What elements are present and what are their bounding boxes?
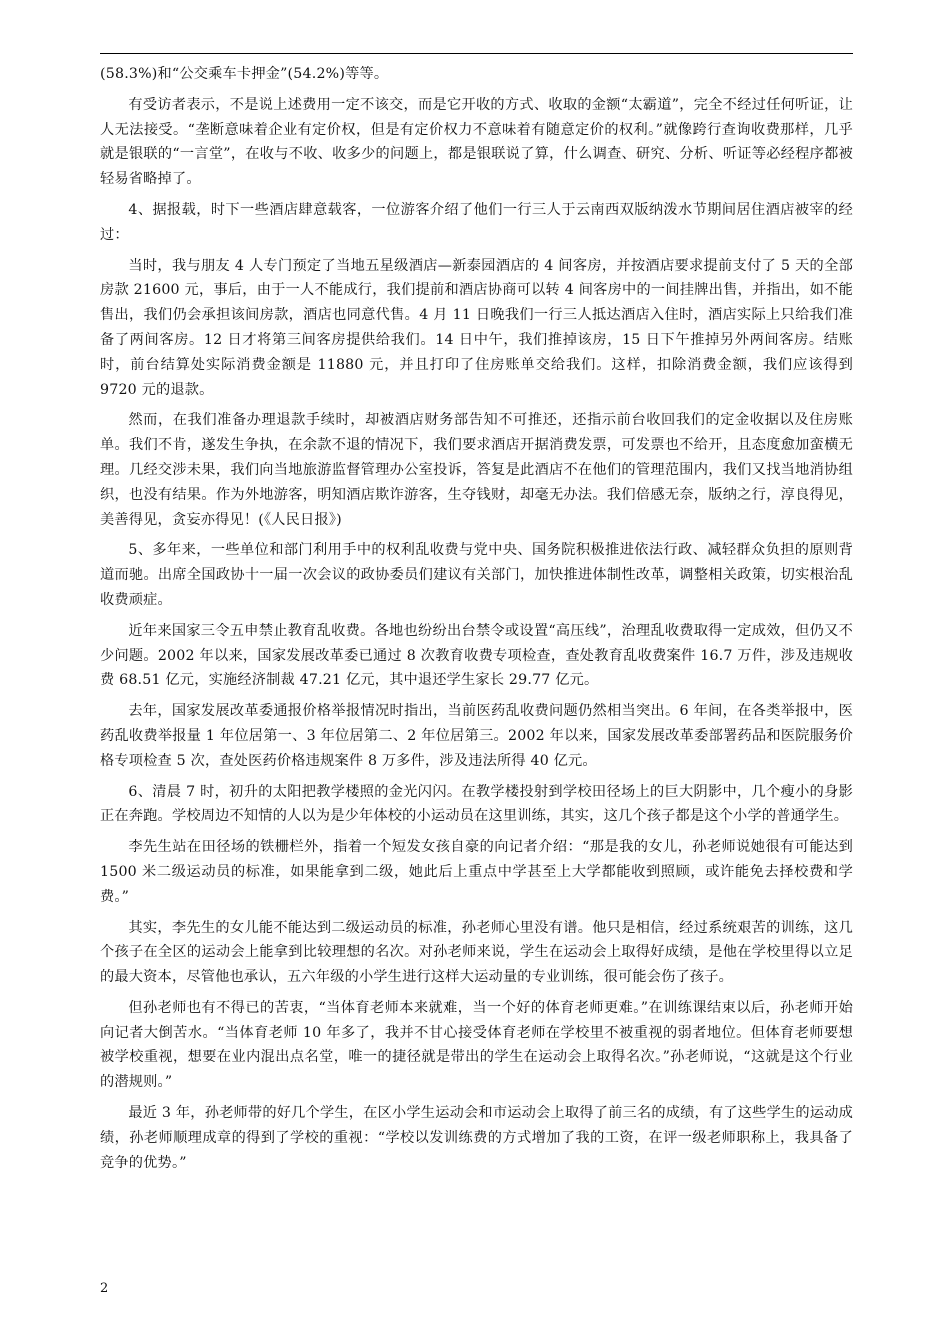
- paragraph: 但孙老师也有不得已的苦衷，“当体育老师本来就难，当一个好的体育老师更难。”在训练课结束以后，孙老师开始向记者大倒苦水。“当体育老师 10 年多了，我并不甘心接受体育老师在学校里不被重视的弱者地位。但体育老师要想被学校重视，想要在业内混出点名堂，唯一的捷径就是带出的学生在运动会上取得名次。”孙老师说，“这就是这个行业的潜规则。”: [100, 999, 853, 1091]
- header-rule: [100, 53, 853, 54]
- paragraph: 最近 3 年，孙老师带的好几个学生，在区小学生运动会和市运动会上取得了前三名的成绩，有了这些学生的运动成绩，孙老师顺理成章的得到了学校的重视：“学校以发训练费的方式增加了我的工资，在评一级老师职称上，我具备了竞争的优势。”: [100, 1105, 853, 1171]
- paragraph: 去年，国家发展改革委通报价格举报情况时指出，当前医药乱收费问题仍然相当突出。6 年间，在各类举报中，医药乱收费举报量 1 年位居第一、3 年位居第二、2 年位居第三。2002 年以来，国家发展改革委部署药品和医院服务价格专项检查 5 次，查处医药价格违规案件 8 万多件，涉及违法所得 40 亿元。: [100, 703, 853, 769]
- paragraph: 然而，在我们准备办理退款手续时，却被酒店财务部告知不可推还，还指示前台收回我们的定金收据以及住房账单。我们不肯，遂发生争执，在余款不退的情况下，我们要求酒店开据消费发票，可发票也不给开，且态度愈加蛮横无理。几经交涉未果，我们向当地旅游监督管理办公室投诉，答复是此酒店不在他们的管理范围内，我们又找当地消协组织，也没有结果。作为外地游客，明知酒店欺诈游客，生夺钱财，却毫无办法。我们倍感无奈，版纳之行，淳良得见，美善得见，贪妄亦得见！(《人民日报》): [100, 412, 853, 528]
- paragraph: 李先生站在田径场的铁栅栏外，指着一个短发女孩自豪的向记者介绍：“那是我的女儿，孙老师说她很有可能达到 1500 米二级运动员的标准，如果能拿到二级，她此后上重点中学甚至上大学都能收到照顾，或许能免去择校费和学费。”: [100, 839, 853, 905]
- paragraph: (58.3%)和“公交乘车卡押金”(54.2%)等等。: [100, 66, 389, 82]
- paragraph: 4、据报载，时下一些酒店肆意载客，一位游客介绍了他们一行三人于云南西双版纳泼水节期间居住酒店被宰的经过：: [100, 201, 853, 243]
- document-body: [100, 62, 853, 1181]
- paragraph: 其实，李先生的女儿能不能达到二级运动员的标准，孙老师心里没有谱。他只是相信，经过系统艰苦的训练，这几个孩子在全区的运动会上能拿到比较理想的名次。对孙老师来说，学生在运动会上取得好成绩，是他在学校里得以立足的最大资本，尽管他也承认，五六年级的小学生进行这样大运动量的专业训练，很可能会伤了孩子。: [100, 919, 853, 986]
- paragraph: 当时，我与朋友 4 人专门预定了当地五星级酒店—新泰园酒店的 4 间客房，并按酒店要求提前支付了 5 天的全部房款 21600 元，事后，由于一人不能成行，我们提前和酒店协商可以转 4 间客房中的一间挂牌出售，并指出，如不能售出，我们仍会承担该间房款，酒店也同意代售。4 月 11 日晚我们一行三人抵达酒店入住时，酒店实际上只给我们准备了两间客房。12 日才将第三间客房提供给我们。14 日中午，我们推掉该房，15 日下午推掉另外两间客房。结账时，前台结算处实际消费金额是 11880 元，并且打印了住房账单交给我们。这样，扣除消费金额，我们应该得到 9720 元的退款。: [100, 257, 853, 398]
- paragraph: 6、清晨 7 时，初升的太阳把教学楼照的金光闪闪。在教学楼投射到学校田径场上的巨大阴影中，几个瘦小的身影正在奔跑。学校周边不知情的人以为是少年体校的小运动员在这里训练，其实，这几个孩子都是这个小学的普通学生。: [100, 783, 853, 825]
- paragraph: 近年来国家三令五申禁止教育乱收费。各地也纷纷出台禁令或设置“高压线”，治理乱收费取得一定成效，但仍又不少问题。2002 年以来，国家发展改革委已通过 8 次教育收费专项检查，查处教育乱收费案件 16.7 万件，涉及违规收费 68.51 亿元，实施经济制裁 47.21 亿元，其中退还学生家长 29.77 亿元。: [100, 622, 853, 689]
- paragraph: 有受访者表示，不是说上述费用一定不该交，而是它开收的方式、收取的金额“太霸道”，完全不经过任何听证，让人无法接受。“垄断意味着企业有定价权，但是有定价权力不意味着有随意定价的权利。”就像跨行查询收费那样，几乎就是银联的“一言堂”，在收与不收、收多少的问题上，都是银联说了算，什么调查、研究、分析、听证等必经程序都被轻易省略掉了。: [100, 96, 853, 188]
- paragraph: 5、多年来，一些单位和部门利用手中的权利乱收费与党中央、国务院积极推进依法行政、减轻群众负担的原则背道而驰。出席全国政协十一届一次会议的政协委员们建议有关部门，加快推进体制性改革，调整相关政策，切实根治乱收费顽症。: [100, 542, 853, 608]
- page-number: 2: [100, 1281, 109, 1296]
